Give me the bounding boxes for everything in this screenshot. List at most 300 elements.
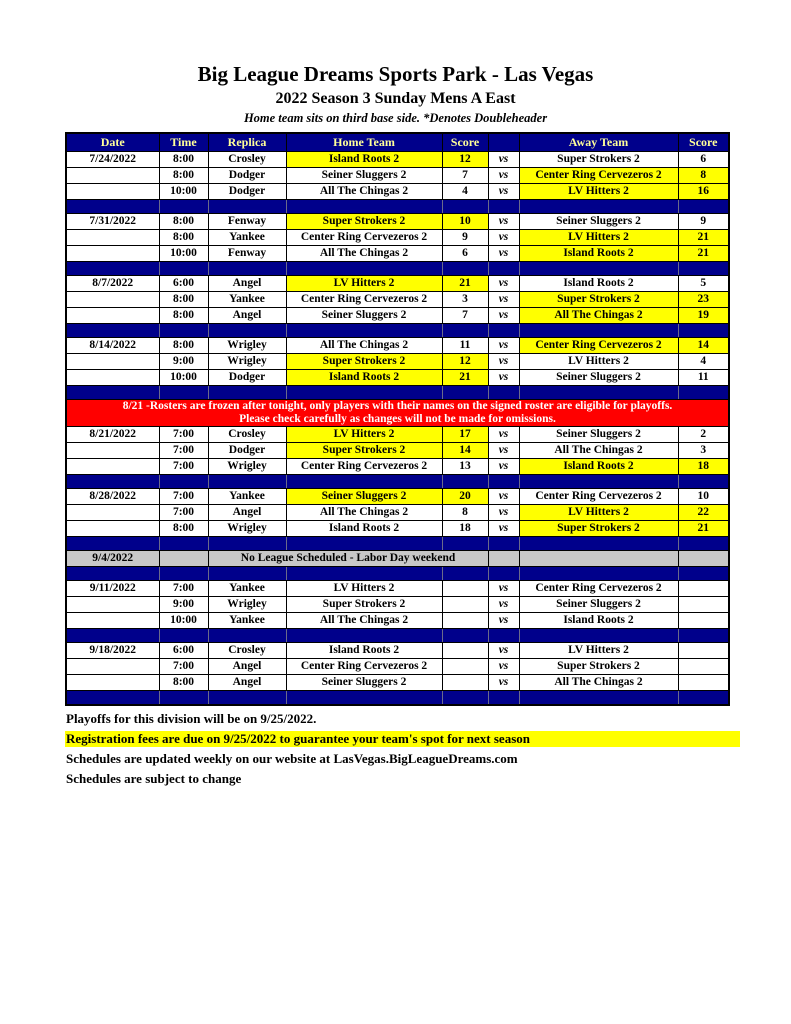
away-team-cell: Island Roots 2	[519, 276, 678, 292]
separator-row	[66, 567, 729, 581]
home-team-cell: Super Strokers 2	[286, 443, 442, 459]
separator-cell	[488, 200, 519, 214]
away-team-cell: Super Strokers 2	[519, 521, 678, 537]
page-subtitle: 2022 Season 3 Sunday Mens A East	[275, 90, 516, 107]
game-row	[66, 459, 729, 475]
column-header-away-team: Away Team	[519, 133, 678, 152]
vs-cell: vs	[488, 459, 519, 475]
away-score-cell: 18	[678, 459, 729, 475]
separator-cell	[286, 537, 442, 551]
separator-cell	[66, 629, 159, 643]
home-team-cell: Center Ring Cervezeros 2	[286, 292, 442, 308]
home-team-cell: Seiner Sluggers 2	[286, 308, 442, 324]
vs-cell: vs	[488, 292, 519, 308]
home-score-cell: 13	[442, 459, 488, 475]
roster-freeze-banner	[66, 400, 729, 427]
away-team-cell: LV Hitters 2	[519, 230, 678, 246]
vs-cell: vs	[488, 659, 519, 675]
away-score-cell: 19	[678, 308, 729, 324]
time-cell: 8:00	[159, 338, 208, 354]
home-score-cell: 8	[442, 505, 488, 521]
time-cell: 7:00	[159, 427, 208, 443]
replica-cell: Angel	[208, 308, 286, 324]
separator-cell	[66, 567, 159, 581]
home-score-cell	[442, 675, 488, 691]
column-header-replica: Replica	[208, 133, 286, 152]
vs-cell: vs	[488, 427, 519, 443]
time-cell: 8:00	[159, 168, 208, 184]
separator-cell	[519, 567, 678, 581]
separator-cell	[286, 200, 442, 214]
separator-row	[66, 537, 729, 551]
separator-cell	[286, 475, 442, 489]
away-score-cell: 6	[678, 152, 729, 168]
date-cell: 8/21/2022	[66, 427, 159, 443]
home-score-cell	[442, 613, 488, 629]
separator-cell	[442, 262, 488, 276]
game-row	[66, 292, 729, 308]
away-team-cell: All The Chingas 2	[519, 675, 678, 691]
away-team-cell: Center Ring Cervezeros 2	[519, 168, 678, 184]
date-cell	[66, 184, 159, 200]
notice-message-cell: No League Scheduled - Labor Day weekend	[208, 551, 488, 567]
roster-freeze-banner-row	[66, 400, 729, 427]
away-score-cell	[678, 597, 729, 613]
away-team-cell: Island Roots 2	[519, 613, 678, 629]
separator-cell	[159, 537, 208, 551]
separator-cell	[66, 386, 159, 400]
away-team-cell: LV Hitters 2	[519, 184, 678, 200]
separator-cell	[286, 324, 442, 338]
separator-cell	[488, 567, 519, 581]
home-team-cell: Center Ring Cervezeros 2	[286, 459, 442, 475]
date-cell: 7/24/2022	[66, 152, 159, 168]
home-team-cell: Seiner Sluggers 2	[286, 168, 442, 184]
replica-cell: Angel	[208, 276, 286, 292]
separator-cell	[286, 386, 442, 400]
vs-cell: vs	[488, 168, 519, 184]
separator-row	[66, 262, 729, 276]
date-cell: 9/4/2022	[66, 551, 159, 567]
home-score-cell: 11	[442, 338, 488, 354]
game-row	[66, 505, 729, 521]
vs-cell: vs	[488, 521, 519, 537]
separator-row	[66, 475, 729, 489]
separator-cell	[66, 537, 159, 551]
time-cell: 6:00	[159, 276, 208, 292]
home-team-cell: All The Chingas 2	[286, 184, 442, 200]
separator-row	[66, 200, 729, 214]
game-row	[66, 427, 729, 443]
away-team-cell: Center Ring Cervezeros 2	[519, 581, 678, 597]
replica-cell: Wrigley	[208, 354, 286, 370]
vs-cell: vs	[488, 276, 519, 292]
separator-cell	[519, 629, 678, 643]
separator-cell	[66, 262, 159, 276]
date-cell: 8/14/2022	[66, 338, 159, 354]
separator-cell	[286, 262, 442, 276]
separator-cell	[159, 386, 208, 400]
away-team-cell: Super Strokers 2	[519, 659, 678, 675]
time-cell: 7:00	[159, 581, 208, 597]
separator-cell	[488, 262, 519, 276]
time-cell: 10:00	[159, 246, 208, 262]
date-cell	[66, 659, 159, 675]
vs-cell: vs	[488, 184, 519, 200]
date-cell: 7/31/2022	[66, 214, 159, 230]
separator-cell	[519, 262, 678, 276]
away-score-cell: 21	[678, 521, 729, 537]
date-cell	[66, 505, 159, 521]
date-cell	[66, 675, 159, 691]
away-team-cell: Center Ring Cervezeros 2	[519, 338, 678, 354]
registration-note: Registration fees are due on 9/25/2022 to guarantee your team's spot for next season	[65, 731, 740, 747]
vs-cell: vs	[488, 354, 519, 370]
home-score-cell: 12	[442, 354, 488, 370]
schedule-table-body	[66, 152, 729, 705]
away-team-cell: LV Hitters 2	[519, 354, 678, 370]
schedule-table	[65, 132, 730, 706]
separator-cell	[678, 475, 729, 489]
away-team-cell	[519, 551, 678, 567]
home-team-cell: Island Roots 2	[286, 521, 442, 537]
vs-cell: vs	[488, 613, 519, 629]
separator-row	[66, 629, 729, 643]
separator-cell	[442, 475, 488, 489]
separator-row	[66, 324, 729, 338]
separator-cell	[208, 537, 286, 551]
replica-cell: Fenway	[208, 214, 286, 230]
game-row	[66, 246, 729, 262]
separator-cell	[208, 475, 286, 489]
vs-cell: vs	[488, 370, 519, 386]
time-cell: 8:00	[159, 230, 208, 246]
page-note: Home team sits on third base side. *Denotes Doubleheader	[243, 111, 548, 125]
replica-cell: Crosley	[208, 427, 286, 443]
separator-cell	[208, 567, 286, 581]
replica-cell: Wrigley	[208, 521, 286, 537]
time-cell: 7:00	[159, 459, 208, 475]
separator-cell	[519, 537, 678, 551]
game-row	[66, 370, 729, 386]
away-score-cell: 4	[678, 354, 729, 370]
replica-cell: Wrigley	[208, 459, 286, 475]
home-team-cell: LV Hitters 2	[286, 427, 442, 443]
separator-cell	[159, 567, 208, 581]
away-score-cell: 10	[678, 489, 729, 505]
vs-cell: vs	[488, 152, 519, 168]
game-row	[66, 675, 729, 691]
game-row	[66, 489, 729, 505]
game-row	[66, 276, 729, 292]
time-cell: 8:00	[159, 521, 208, 537]
away-score-cell: 8	[678, 168, 729, 184]
table-header-row	[66, 133, 729, 152]
column-header-home-score: Score	[442, 133, 488, 152]
away-team-cell: Seiner Sluggers 2	[519, 214, 678, 230]
home-team-cell: Island Roots 2	[286, 643, 442, 659]
away-score-cell: 21	[678, 246, 729, 262]
date-cell	[66, 370, 159, 386]
separator-cell	[208, 200, 286, 214]
away-team-cell: Seiner Sluggers 2	[519, 427, 678, 443]
away-score-cell	[678, 675, 729, 691]
game-row	[66, 613, 729, 629]
separator-cell	[442, 629, 488, 643]
vs-cell: vs	[488, 643, 519, 659]
home-team-cell: Center Ring Cervezeros 2	[286, 659, 442, 675]
no-league-notice-row	[66, 551, 729, 567]
separator-cell	[66, 691, 159, 705]
home-team-cell: LV Hitters 2	[286, 581, 442, 597]
game-row	[66, 230, 729, 246]
replica-cell: Yankee	[208, 292, 286, 308]
away-team-cell: LV Hitters 2	[519, 643, 678, 659]
away-score-cell: 3	[678, 443, 729, 459]
separator-cell	[286, 691, 442, 705]
home-team-cell: Seiner Sluggers 2	[286, 675, 442, 691]
home-score-cell: 3	[442, 292, 488, 308]
separator-cell	[286, 629, 442, 643]
game-row	[66, 308, 729, 324]
vs-cell: vs	[488, 675, 519, 691]
home-team-cell: Super Strokers 2	[286, 597, 442, 613]
date-cell: 8/28/2022	[66, 489, 159, 505]
separator-cell	[442, 386, 488, 400]
time-cell: 8:00	[159, 308, 208, 324]
separator-cell	[208, 324, 286, 338]
separator-cell	[678, 386, 729, 400]
game-row	[66, 597, 729, 613]
replica-cell: Yankee	[208, 230, 286, 246]
home-score-cell: 18	[442, 521, 488, 537]
vs-cell: vs	[488, 338, 519, 354]
home-team-cell: All The Chingas 2	[286, 246, 442, 262]
away-score-cell	[678, 581, 729, 597]
away-score-cell: 2	[678, 427, 729, 443]
home-score-cell: 7	[442, 308, 488, 324]
home-team-cell: Center Ring Cervezeros 2	[286, 230, 442, 246]
home-score-cell: 14	[442, 443, 488, 459]
away-score-cell: 11	[678, 370, 729, 386]
separator-cell	[488, 475, 519, 489]
column-header-away-score: Score	[678, 133, 729, 152]
separator-cell	[678, 629, 729, 643]
away-score-cell	[678, 659, 729, 675]
away-team-cell: Super Strokers 2	[519, 292, 678, 308]
replica-cell: Angel	[208, 675, 286, 691]
separator-cell	[519, 386, 678, 400]
banner-line: Please check carefully as changes will not be made for omissions.	[239, 413, 556, 425]
game-row	[66, 354, 729, 370]
away-score-cell: 22	[678, 505, 729, 521]
away-score-cell	[678, 613, 729, 629]
away-score-cell: 21	[678, 230, 729, 246]
away-score-cell: 5	[678, 276, 729, 292]
away-score-cell	[678, 643, 729, 659]
replica-cell: Yankee	[208, 489, 286, 505]
home-score-cell	[442, 643, 488, 659]
game-row	[66, 214, 729, 230]
vs-cell: vs	[488, 489, 519, 505]
website-note: Schedules are updated weekly on our website at LasVegas.BigLeagueDreams.com	[66, 750, 518, 766]
time-cell	[159, 551, 208, 567]
vs-cell	[488, 551, 519, 567]
separator-cell	[488, 386, 519, 400]
away-team-cell: All The Chingas 2	[519, 308, 678, 324]
date-cell	[66, 168, 159, 184]
home-team-cell: Seiner Sluggers 2	[286, 489, 442, 505]
date-cell: 9/11/2022	[66, 581, 159, 597]
page-title: Big League Dreams Sports Park - Las Vegas	[197, 62, 594, 86]
time-cell: 6:00	[159, 643, 208, 659]
away-team-cell: Center Ring Cervezeros 2	[519, 489, 678, 505]
separator-cell	[159, 475, 208, 489]
separator-cell	[488, 629, 519, 643]
time-cell: 7:00	[159, 489, 208, 505]
date-cell	[66, 459, 159, 475]
game-row	[66, 581, 729, 597]
game-row	[66, 152, 729, 168]
home-score-cell	[442, 581, 488, 597]
separator-cell	[519, 691, 678, 705]
replica-cell: Wrigley	[208, 597, 286, 613]
time-cell: 8:00	[159, 152, 208, 168]
column-header-date: Date	[66, 133, 159, 152]
separator-cell	[678, 567, 729, 581]
away-score-cell: 9	[678, 214, 729, 230]
replica-cell: Angel	[208, 505, 286, 521]
vs-cell: vs	[488, 581, 519, 597]
away-team-cell: Seiner Sluggers 2	[519, 370, 678, 386]
playoffs-note: Playoffs for this division will be on 9/25/2022.	[66, 710, 317, 726]
time-cell: 10:00	[159, 184, 208, 200]
date-cell	[66, 597, 159, 613]
home-team-cell: All The Chingas 2	[286, 613, 442, 629]
separator-cell	[442, 691, 488, 705]
separator-cell	[442, 324, 488, 338]
replica-cell: Angel	[208, 659, 286, 675]
replica-cell: Dodger	[208, 184, 286, 200]
vs-cell: vs	[488, 597, 519, 613]
home-score-cell: 17	[442, 427, 488, 443]
separator-cell	[519, 324, 678, 338]
away-team-cell: All The Chingas 2	[519, 443, 678, 459]
replica-cell: Yankee	[208, 581, 286, 597]
away-team-cell: Island Roots 2	[519, 459, 678, 475]
home-score-cell: 12	[442, 152, 488, 168]
time-cell: 8:00	[159, 214, 208, 230]
game-row	[66, 184, 729, 200]
away-team-cell: Seiner Sluggers 2	[519, 597, 678, 613]
away-score-cell: 16	[678, 184, 729, 200]
time-cell: 8:00	[159, 292, 208, 308]
replica-cell: Dodger	[208, 168, 286, 184]
away-score-cell: 14	[678, 338, 729, 354]
page-header	[0, 60, 791, 127]
subject-to-change-note: Schedules are subject to change	[66, 770, 242, 786]
separator-cell	[159, 629, 208, 643]
home-team-cell: Super Strokers 2	[286, 214, 442, 230]
separator-cell	[208, 262, 286, 276]
time-cell: 10:00	[159, 370, 208, 386]
separator-cell	[678, 324, 729, 338]
separator-cell	[66, 324, 159, 338]
home-score-cell: 10	[442, 214, 488, 230]
vs-cell: vs	[488, 443, 519, 459]
time-cell: 8:00	[159, 675, 208, 691]
replica-cell: Fenway	[208, 246, 286, 262]
replica-cell: Crosley	[208, 152, 286, 168]
away-team-cell: LV Hitters 2	[519, 505, 678, 521]
separator-cell	[442, 537, 488, 551]
game-row	[66, 443, 729, 459]
home-score-cell: 9	[442, 230, 488, 246]
separator-cell	[678, 200, 729, 214]
date-cell	[66, 292, 159, 308]
home-team-cell: All The Chingas 2	[286, 338, 442, 354]
separator-cell	[208, 691, 286, 705]
date-cell	[66, 230, 159, 246]
vs-cell: vs	[488, 246, 519, 262]
page-footer	[65, 711, 740, 787]
away-score-cell: 23	[678, 292, 729, 308]
game-row	[66, 521, 729, 537]
separator-cell	[488, 691, 519, 705]
home-score-cell: 7	[442, 168, 488, 184]
separator-row	[66, 691, 729, 705]
replica-cell: Dodger	[208, 370, 286, 386]
away-team-cell: Island Roots 2	[519, 246, 678, 262]
separator-cell	[159, 262, 208, 276]
time-cell: 7:00	[159, 443, 208, 459]
separator-cell	[678, 537, 729, 551]
date-cell	[66, 246, 159, 262]
separator-cell	[442, 200, 488, 214]
separator-cell	[159, 200, 208, 214]
replica-cell: Dodger	[208, 443, 286, 459]
home-team-cell: LV Hitters 2	[286, 276, 442, 292]
vs-cell: vs	[488, 505, 519, 521]
separator-cell	[66, 200, 159, 214]
home-team-cell: Island Roots 2	[286, 152, 442, 168]
time-cell: 10:00	[159, 613, 208, 629]
vs-cell: vs	[488, 230, 519, 246]
time-cell: 9:00	[159, 354, 208, 370]
home-team-cell: Super Strokers 2	[286, 354, 442, 370]
time-cell: 7:00	[159, 505, 208, 521]
separator-row	[66, 386, 729, 400]
home-team-cell: Island Roots 2	[286, 370, 442, 386]
separator-cell	[678, 262, 729, 276]
date-cell	[66, 613, 159, 629]
separator-cell	[159, 324, 208, 338]
home-score-cell: 4	[442, 184, 488, 200]
column-header-time: Time	[159, 133, 208, 152]
away-team-cell: Super Strokers 2	[519, 152, 678, 168]
home-team-cell: All The Chingas 2	[286, 505, 442, 521]
date-cell	[66, 308, 159, 324]
home-score-cell	[442, 597, 488, 613]
replica-cell: Yankee	[208, 613, 286, 629]
home-score-cell: 21	[442, 276, 488, 292]
column-header-home-team: Home Team	[286, 133, 442, 152]
separator-cell	[159, 691, 208, 705]
home-score-cell: 20	[442, 489, 488, 505]
separator-cell	[442, 567, 488, 581]
date-cell	[66, 443, 159, 459]
date-cell	[66, 521, 159, 537]
